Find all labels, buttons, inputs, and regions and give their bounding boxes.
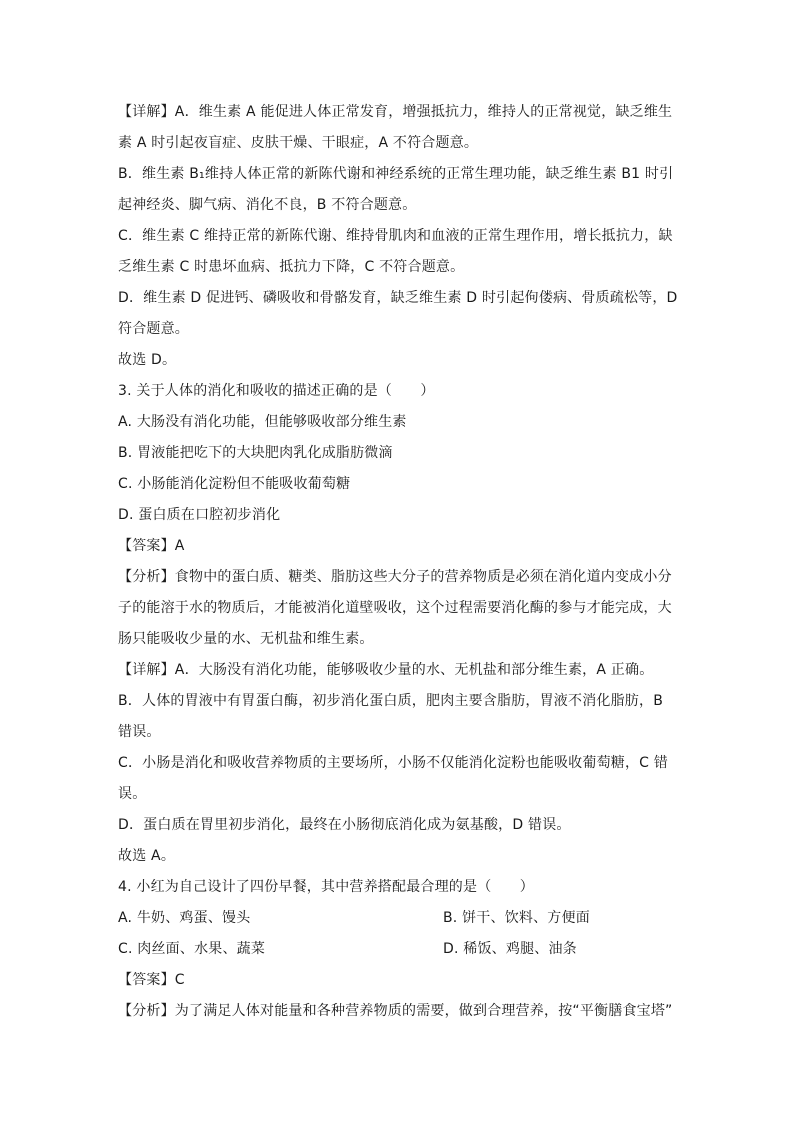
- question-3-detail-c1: C．小肠是消化和吸收营养物质的主要场所，小肠不仅能消化淀粉也能吸收葡萄糖，C 错: [118, 755, 668, 771]
- question-3-stem: 3. 关于人体的消化和吸收的描述正确的是（ ）: [118, 383, 435, 399]
- detail-line-a2: 素 A 时引起夜盲症、皮肤干燥、干眼症，A 不符合题意。: [118, 135, 479, 151]
- question-3-detail-a: 【详解】A．大肠没有消化功能，能够吸收少量的水、无机盐和部分维生素，A 正确。: [118, 662, 654, 678]
- question-3-option-c: C. 小肠能消化淀粉但不能吸收葡萄糖: [118, 476, 351, 492]
- detail-line-b2: 起神经炎、脚气病、消化不良，B 不符合题意。: [118, 197, 417, 213]
- question-3-analysis-1: 【分析】食物中的蛋白质、糖类、脂肪这些大分子的营养物质是必须在消化道内变成小分: [118, 569, 672, 585]
- question-3-answer: 【答案】A: [118, 538, 185, 554]
- question-3-analysis-3: 肠只能吸收少量的水、无机盐和维生素。: [118, 631, 374, 647]
- question-4-option-a: A. 牛奶、鸡蛋、馒头: [118, 910, 251, 926]
- question-3-detail-c2: 误。: [118, 786, 147, 802]
- question-3-detail-d: D．蛋白质在胃里初步消化，最终在小肠彻底消化成为氨基酸，D 错误。: [118, 817, 571, 833]
- question-3-option-b: B. 胃液能把吃下的大块肥肉乳化成脂肪微滴: [118, 445, 393, 461]
- detail-line-a1: 【详解】A．维生素 A 能促进人体正常发育，增强抵抗力，维持人的正常视觉，缺乏维生: [118, 104, 673, 120]
- question-3-choose: 故选 A。: [118, 848, 176, 864]
- detail-line-d1: D．维生素 D 促进钙、磷吸收和骨骼发育，缺乏维生素 D 时引起佝偻病、骨质疏松等，D: [118, 290, 678, 306]
- choose-line: 故选 D。: [118, 352, 177, 368]
- detail-line-d2: 符合题意。: [118, 321, 189, 337]
- question-4-analysis-1: 【分析】为了满足人体对能量和各种营养物质的需要，做到合理营养，按“平衡膳食宝塔”: [118, 1003, 673, 1019]
- question-3-option-d: D. 蛋白质在口腔初步消化: [118, 507, 281, 523]
- question-3-analysis-2: 子的能溶于水的物质后，才能被消化道壁吸收，这个过程需要消化酶的参与才能完成，大: [118, 600, 672, 616]
- question-4-stem: 4. 小红为自己设计了四份早餐，其中营养搭配最合理的是（ ）: [118, 879, 535, 895]
- question-4-option-d: D. 稀饭、鸡腿、油条: [443, 941, 577, 957]
- detail-line-b1: B．维生素 B₁维持人体正常的新陈代谢和神经系统的正常生理功能，缺乏维生素 B1 时引: [118, 166, 674, 182]
- detail-line-c2: 乏维生素 C 时患坏血病、抵抗力下降，C 不符合题意。: [118, 259, 465, 275]
- detail-line-c1: C．维生素 C 维持正常的新陈代谢、维持骨肌肉和血液的正常生理作用，增长抵抗力，缺: [118, 228, 673, 244]
- question-3-detail-b2: 错误。: [118, 724, 161, 740]
- question-4-option-b: B. 饼干、饮料、方便面: [443, 910, 590, 926]
- question-3-detail-b1: B．人体的胃液中有胃蛋白酶，初步消化蛋白质，肥肉主要含脂肪，胃液不消化脂肪，B: [118, 693, 664, 709]
- question-3-option-a: A. 大肠没有消化功能，但能够吸收部分维生素: [118, 414, 407, 430]
- question-4-answer: 【答案】C: [118, 972, 185, 988]
- question-4-option-c: C. 肉丝面、水果、蔬菜: [118, 941, 266, 957]
